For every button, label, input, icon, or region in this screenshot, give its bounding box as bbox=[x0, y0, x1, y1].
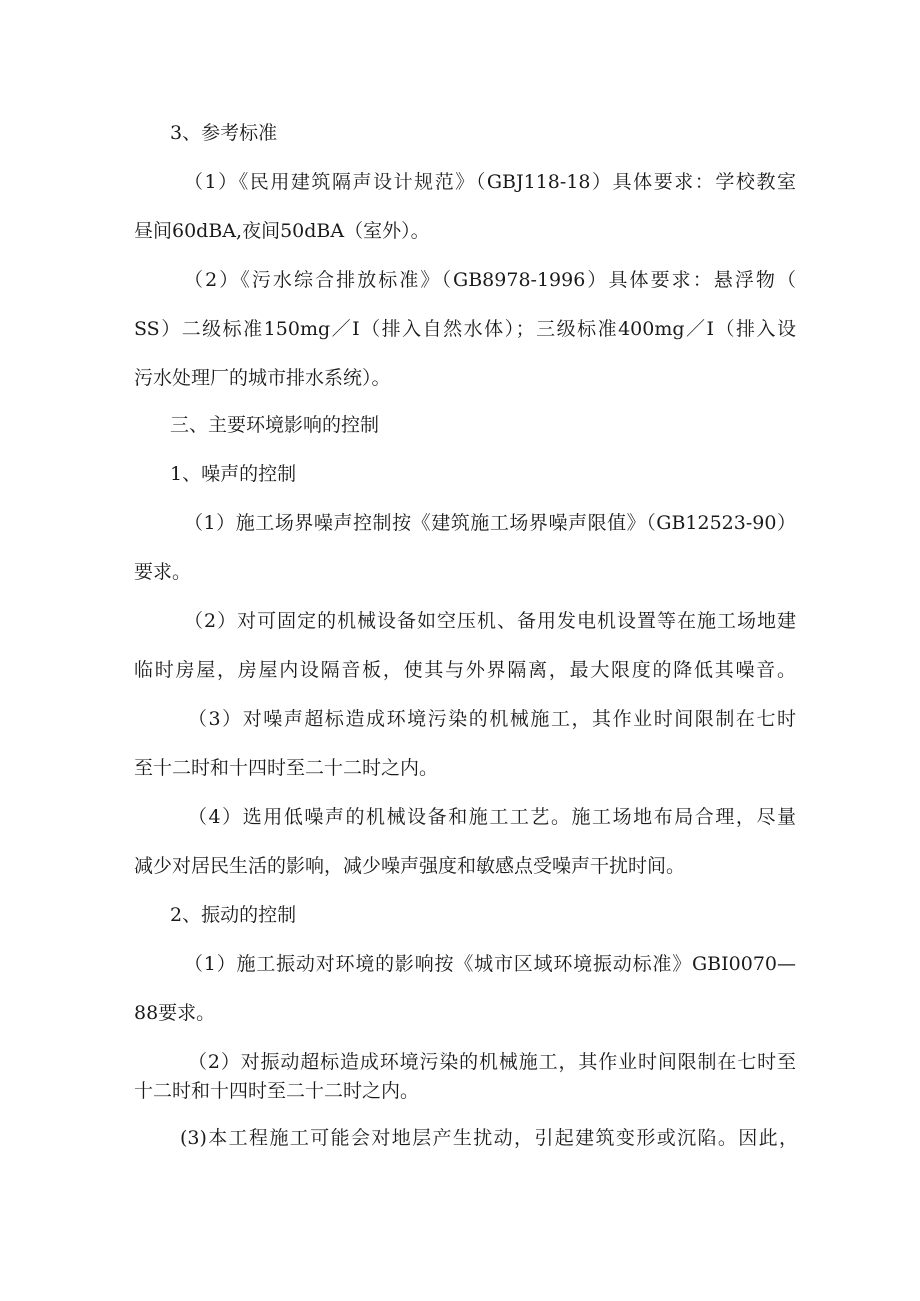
paragraph-line: （3）对噪声超标造成环境污染的机械施工，其作业时间限制在七时 bbox=[188, 708, 796, 730]
section-heading-noise-control: 1、噪声的控制 bbox=[170, 463, 297, 485]
paragraph-line: （2）对可固定的机械设备如空压机、备用发电机设置等在施工场地建 bbox=[184, 610, 796, 632]
paragraph-line: （1）施工场界噪声控制按《建筑施工场界噪声限值》（GB12523-90） bbox=[184, 512, 796, 534]
paragraph-line: 污水处理厂的城市排水系统）。 bbox=[134, 367, 391, 389]
paragraph-line: 减少对居民生活的影响，减少噪声强度和敏感点受噪声干扰时间。 bbox=[134, 855, 686, 877]
section-heading-main-control: 三、主要环境影响的控制 bbox=[170, 414, 380, 436]
paragraph-line: （1）《民用建筑隔声设计规范》（GBJ118-18）具体要求：学校教室 bbox=[184, 171, 796, 193]
paragraph-line: (3)本工程施工可能会对地层产生扰动，引起建筑变形或沉陷。因此， bbox=[180, 1127, 798, 1149]
paragraph-line: （2）《污水综合排放标准》（GB8978-1996）具体要求：悬浮物（ bbox=[184, 269, 796, 291]
section-heading-vibration-control: 2、振动的控制 bbox=[170, 904, 297, 926]
paragraph-line: （1）施工振动对环境的影响按《城市区域环境振动标准》GBI0070— bbox=[184, 953, 796, 975]
paragraph-line: 要求。 bbox=[134, 561, 192, 583]
paragraph-line: SS）二级标准150mg／I（排入自然水体）；三级标准400mg／I（排入设 bbox=[134, 318, 796, 340]
paragraph-line: 十二时和十四时至二十二时之内。 bbox=[134, 1080, 420, 1102]
paragraph-line: （2）对振动超标造成环境污染的机械施工，其作业时间限制在七时至 bbox=[188, 1051, 796, 1073]
paragraph-line: （4）选用低噪声的机械设备和施工工艺。施工场地布局合理，尽量 bbox=[188, 806, 796, 828]
paragraph-line: 临时房屋，房屋内设隔音板，使其与外界隔离，最大限度的降低其噪音。 bbox=[134, 659, 796, 681]
section-heading-reference-standards: 3、参考标准 bbox=[170, 122, 278, 144]
paragraph-line: 至十二时和十四时至二十二时之内。 bbox=[134, 757, 439, 779]
paragraph-line: 昼间60dBA,夜间50dBA（室外）。 bbox=[134, 220, 430, 242]
paragraph-line: 88要求。 bbox=[134, 1002, 216, 1024]
